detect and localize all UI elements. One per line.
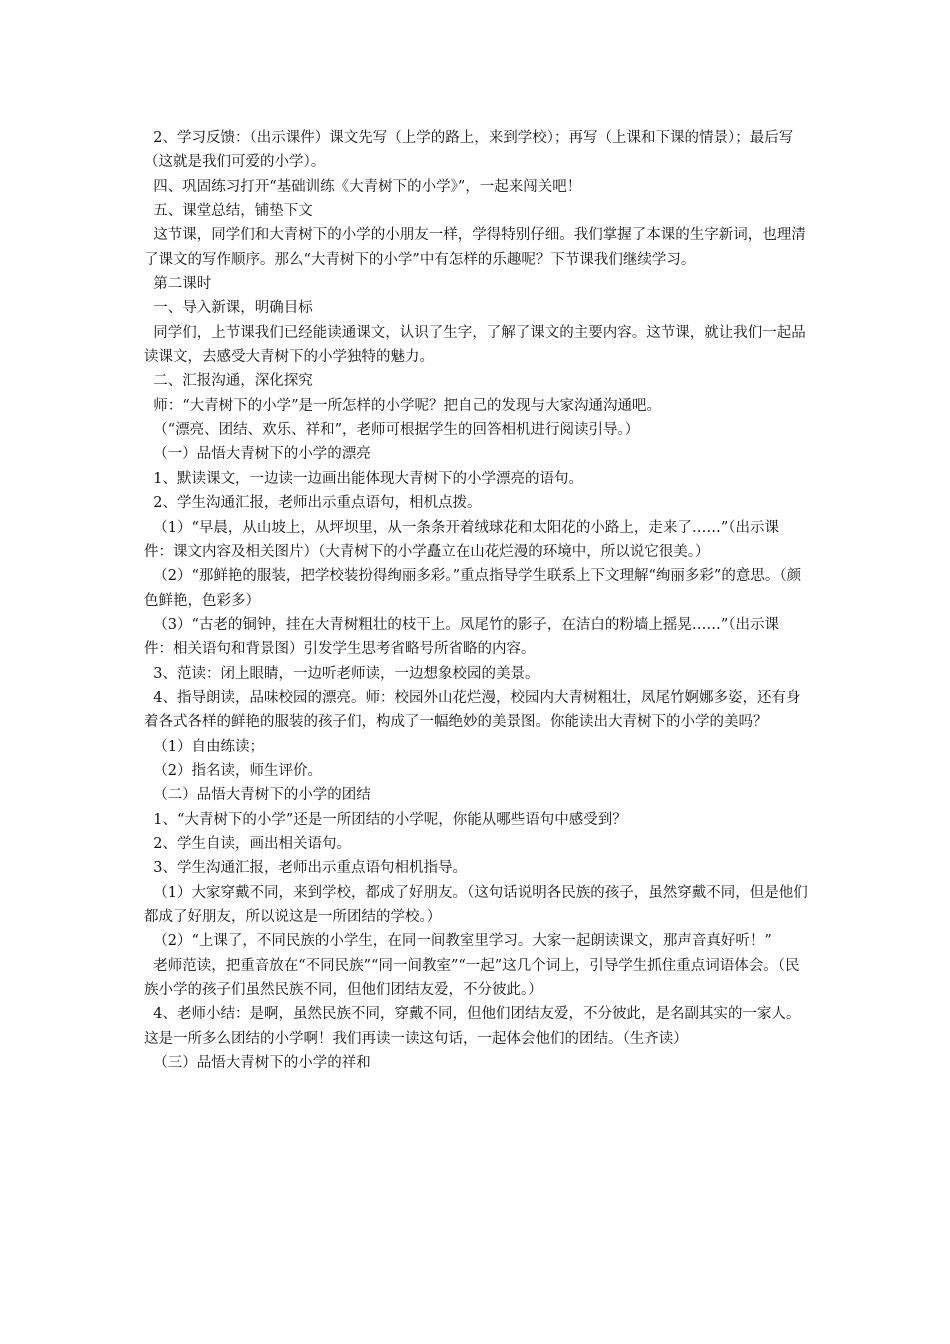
paragraph: 2、学生自读，画出相关语句。 [144, 835, 351, 852]
lesson-heading: 第二课时 [144, 276, 212, 293]
section-heading: 五、课堂总结，铺垫下文 [144, 203, 313, 220]
paragraph: 这节课，同学们和大青树下的小学的小朋友一样，学得特别仔细。我们掌握了本课的生字新词，也理清了课文的写作顺序。那么“大青树下的小学”中有怎样的乐趣呢？下节课我们继续学习。 [144, 227, 806, 268]
paragraph: 2、学习反馈：（出示课件）课文先写（上学的路上，来到学校）；再写（上课和下课的情景）；最后写（这就是我们可爱的小学）。 [144, 130, 794, 171]
paragraph: （2）“上课了，不同民族的小学生，在同一间教室里学习。大家一起朗读课文，那声音真好听！” [144, 933, 772, 950]
document-body [144, 126, 808, 1075]
section-heading: 一、导入新课，明确目标 [144, 300, 313, 317]
paragraph: 2、学生沟通汇报，老师出示重点语句，相机点拨。 [144, 495, 482, 512]
paragraph: （2）指名读，师生评价。 [144, 762, 322, 779]
paragraph: 1、“大青树下的小学”还是一所团结的小学呢，你能从哪些语句中感受到？ [144, 811, 627, 828]
section-heading: 二、汇报沟通，深化探究 [144, 373, 313, 390]
paragraph: 3、学生沟通汇报，老师出示重点语句相机指导。 [144, 860, 467, 877]
paragraph: 1、默读课文，一边读一边画出能体现大青树下的小学漂亮的语句。 [144, 470, 583, 487]
subsection-heading: （三）品悟大青树下的小学的祥和 [144, 1055, 371, 1072]
paragraph: 3、范读：闭上眼睛，一边听老师读，一边想象校园的美景。 [144, 665, 540, 682]
paragraph: （1）“早晨，从山坡上，从坪坝里，从一条条开着绒球花和太阳花的小路上，走来了……”（出示课件：课文内容及相关图片）（大青树下的小学矗立在山花烂漫的环境中，所以说它很美。） [144, 519, 780, 560]
paragraph: 师：“大青树下的小学”是一所怎样的小学呢？把自己的发现与大家沟通沟通吧。 [144, 397, 662, 414]
subsection-heading: （二）品悟大青树下的小学的团结 [144, 787, 371, 804]
paragraph: 4、指导朗读，品味校园的漂亮。师：校园外山花烂漫，校园内大青树粗壮，凤尾竹婀娜多姿，还有身着各式各样的鲜艳的服装的孩子们，构成了一幅绝妙的美景图。你能读出大青树下的小学的美吗？ [144, 689, 801, 731]
paragraph: （“漂亮、团结、欢乐、祥和”，老师可根据学生的回答相机进行阅读引导。） [144, 422, 640, 439]
paragraph: （1）自由练读； [144, 738, 264, 755]
paragraph: 4、老师小结：是啊，虽然民族不同，穿戴不同，但他们团结友爱，不分彼此，是名副其实的一家人。这是一所多么团结的小学啊！我们再读一读这句话，一起体会他们的团结。（生齐读） [144, 1006, 801, 1047]
paragraph: 老师范读，把重音放在“不同民族”“同一间教室”“一起”这几个词上，引导学生抓住重点词语体会。（民族小学的孩子们虽然民族不同，但他们团结友爱，不分彼此。） [144, 957, 800, 999]
paragraph: 同学们，上节课我们已经能读通课文，认识了生字，了解了课文的主要内容。这节课，就让我们一起品读课文，去感受大青树下的小学独特的魅力。 [144, 324, 806, 366]
subsection-heading: （一）品悟大青树下的小学的漂亮 [144, 446, 371, 463]
paragraph: 四、巩固练习打开“基础训练《大青树下的小学》”，一起来闯关吧！ [144, 178, 582, 195]
paragraph: （2）“那鲜艳的服装，把学校装扮得绚丽多彩。”重点指导学生联系上下文理解“绚丽多彩”的意思。（颜色鲜艳，色彩多） [144, 568, 802, 609]
paragraph: （3）“古老的铜钟，挂在大青树粗壮的枝干上。凤尾竹的影子，在洁白的粉墙上摇晃……”（出示课件：相关语句和背景图）引发学生思考省略号所省略的内容。 [144, 616, 780, 658]
paragraph: （1）大家穿戴不同，来到学校，都成了好朋友。（这句话说明各民族的孩子，虽然穿戴不同，但是他们都成了好朋友，所以说这是一所团结的学校。） [144, 884, 808, 925]
